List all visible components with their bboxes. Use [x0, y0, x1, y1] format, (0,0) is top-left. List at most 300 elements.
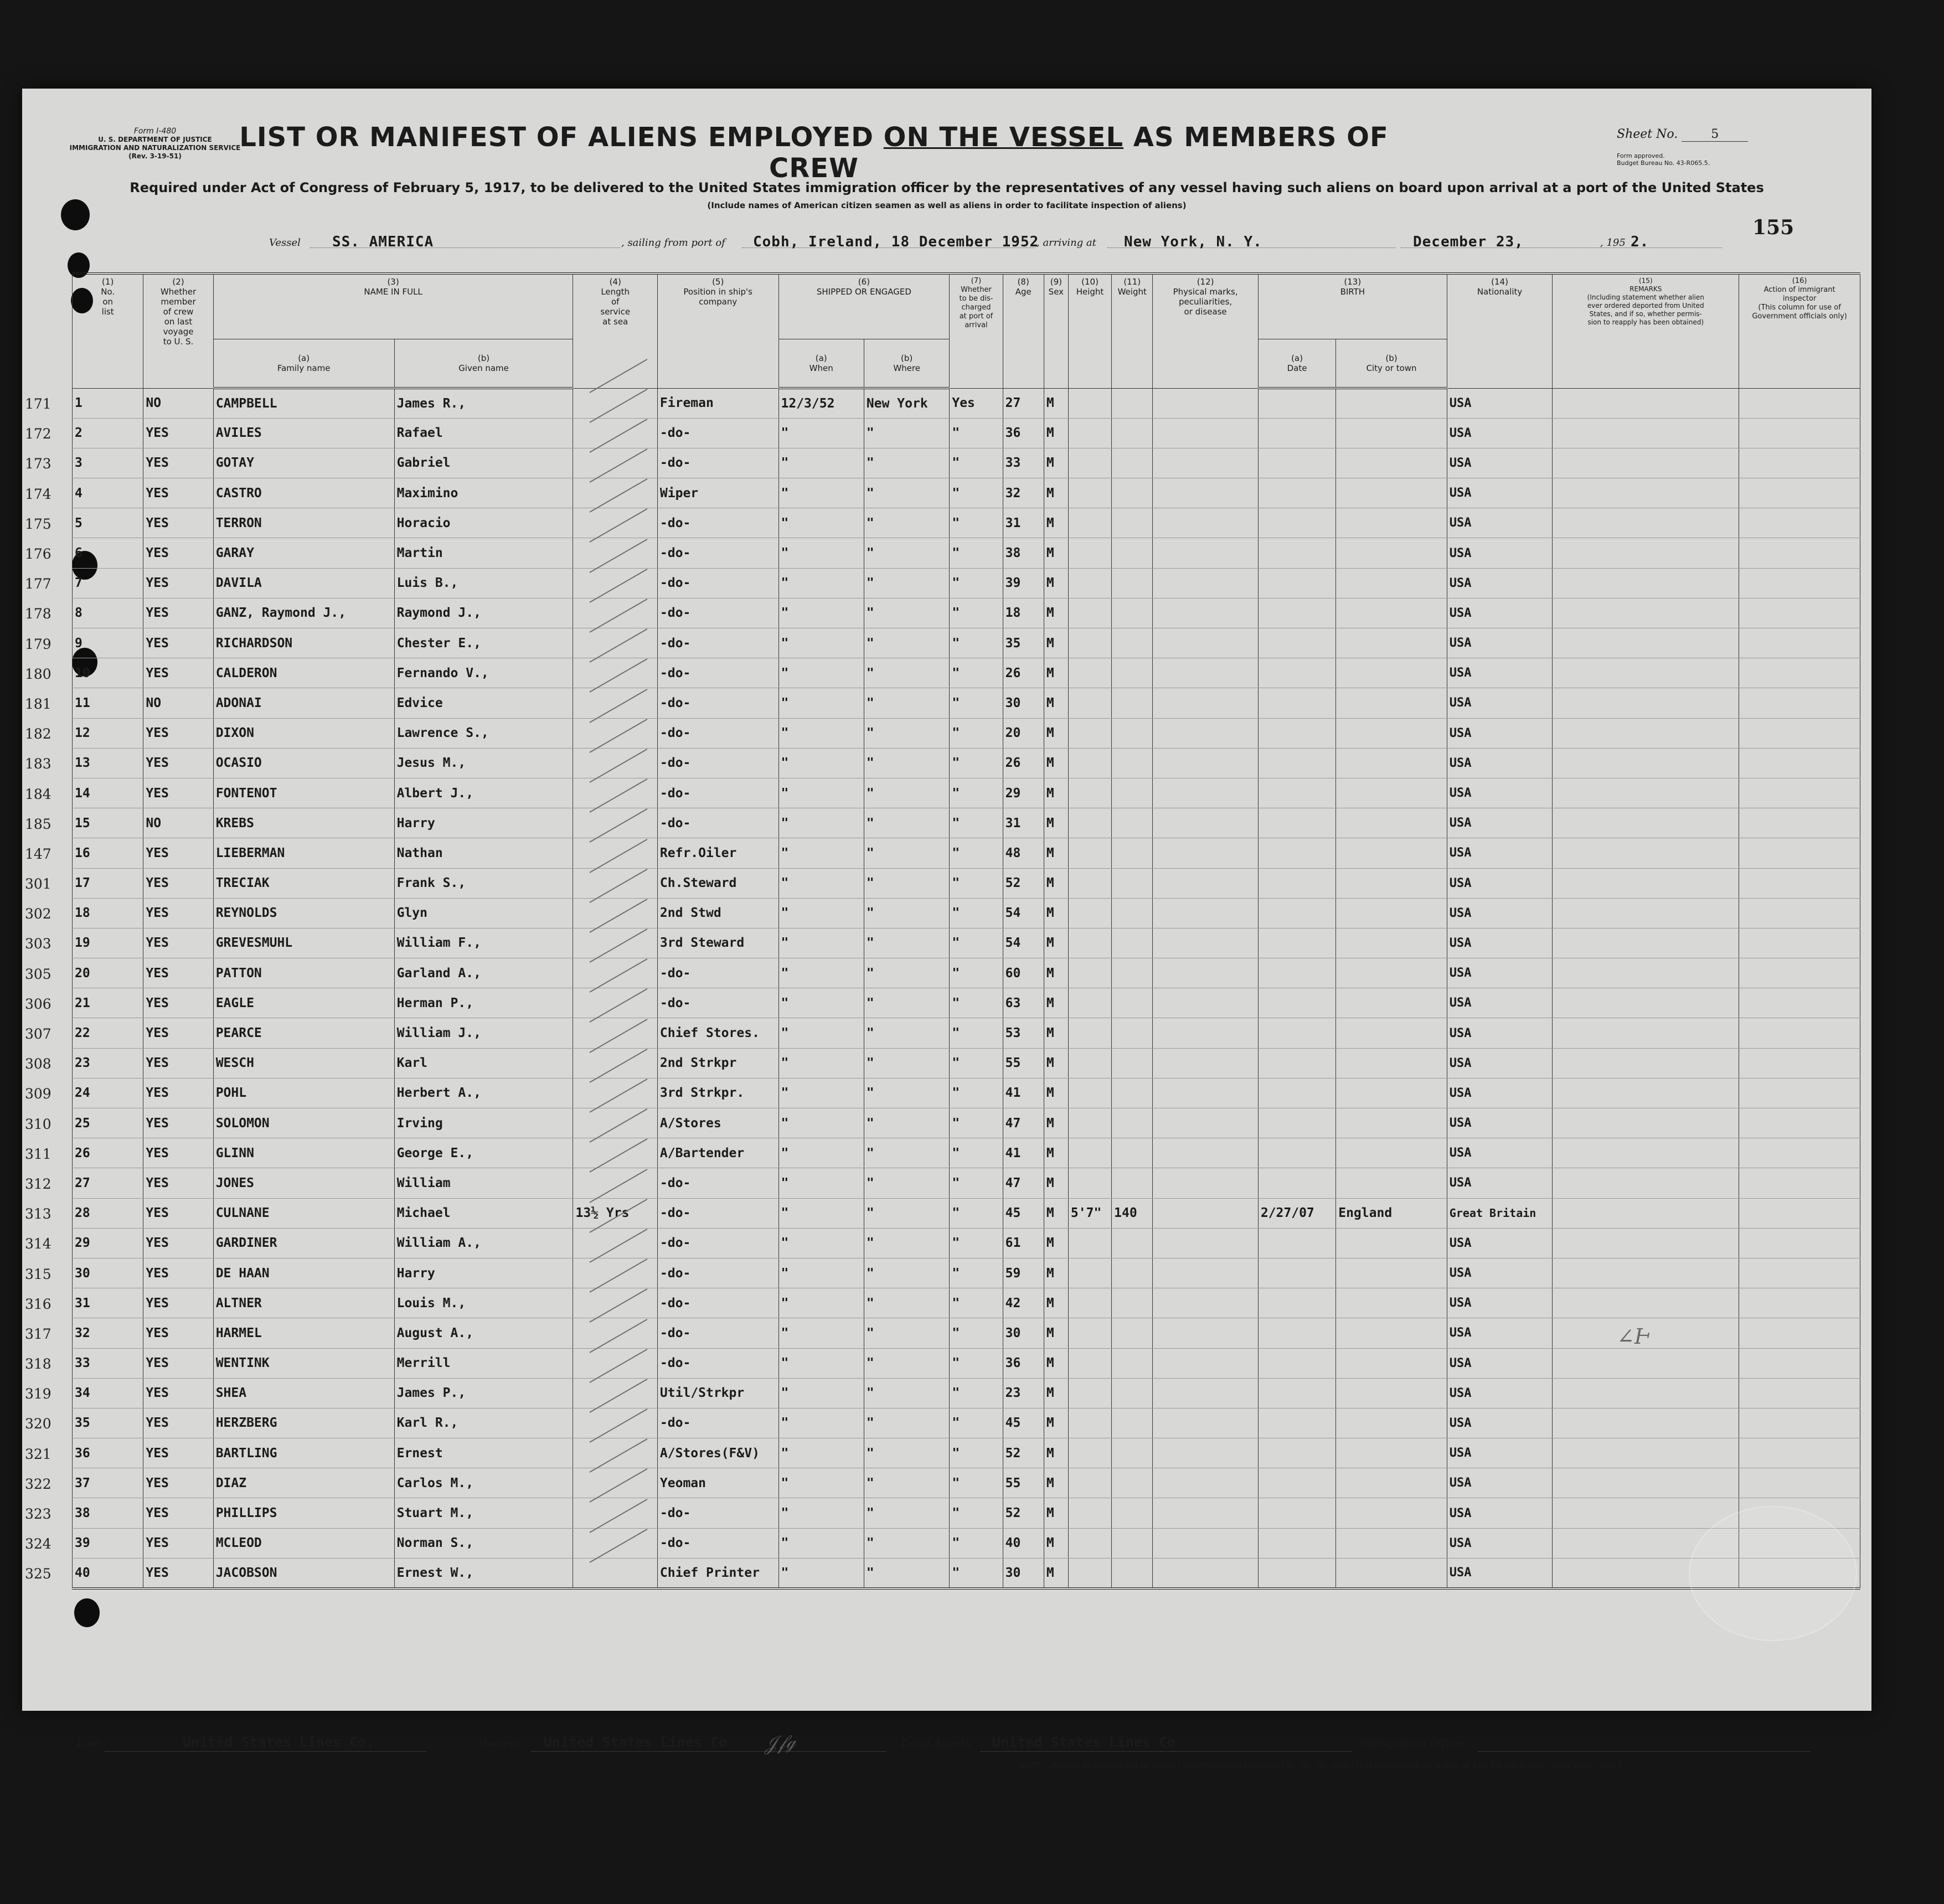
- cell-weight: [1112, 1078, 1153, 1108]
- cell-btown: England: [1336, 1198, 1447, 1228]
- cell-position: -do-: [657, 1198, 778, 1228]
- cell-btown: [1336, 508, 1447, 538]
- cell-physical: [1153, 418, 1259, 448]
- cell-where: ": [864, 1318, 949, 1348]
- cell-member: YES: [143, 868, 213, 898]
- table-row: [73, 1288, 1860, 1318]
- handwritten-list-number: 310: [25, 1116, 51, 1132]
- cell-family: RICHARDSON: [213, 628, 394, 658]
- cell-bdate: [1258, 868, 1335, 898]
- cell-age: 47: [1003, 1108, 1044, 1138]
- cell-given: Jesus M.,: [394, 748, 573, 778]
- cell-where: ": [864, 1228, 949, 1258]
- handwritten-list-number: 318: [25, 1356, 51, 1372]
- cell-physical: [1153, 928, 1259, 958]
- cell-discharge: ": [950, 1498, 1003, 1528]
- cell-height: [1068, 988, 1111, 1018]
- cell-height: [1068, 448, 1111, 478]
- cell-remarks: [1553, 1078, 1739, 1108]
- handwritten-list-number: 172: [25, 426, 51, 442]
- cell-service: [573, 898, 657, 928]
- cell-height: [1068, 868, 1111, 898]
- cell-where: ": [864, 1408, 949, 1438]
- table-row: [73, 688, 1860, 718]
- table-row: [73, 748, 1860, 778]
- cell-family: FONTENOT: [213, 778, 394, 808]
- cell-action: [1739, 688, 1860, 718]
- cell-sex: M: [1044, 838, 1068, 868]
- cell-service: [573, 1438, 657, 1468]
- table-row: [73, 1198, 1860, 1228]
- cell-service: [573, 658, 657, 688]
- cell-height: [1068, 1228, 1111, 1258]
- cell-age: 53: [1003, 1018, 1044, 1048]
- cell-discharge: ": [950, 508, 1003, 538]
- cell-when: ": [778, 538, 864, 568]
- cell-remarks: [1553, 658, 1739, 688]
- cell-discharge: ": [950, 1288, 1003, 1318]
- cell-where: ": [864, 1138, 949, 1168]
- cell-remarks: [1553, 958, 1739, 988]
- cell-action: [1739, 838, 1860, 868]
- cell-bdate: [1258, 448, 1335, 478]
- cell-bdate: [1258, 1438, 1335, 1468]
- cell-bdate: [1258, 988, 1335, 1018]
- cell-nationality: USA: [1447, 1348, 1553, 1378]
- cell-member: YES: [143, 508, 213, 538]
- cell-physical: [1153, 958, 1259, 988]
- cell-remarks: [1553, 1258, 1739, 1288]
- cell-nationality: USA: [1447, 1228, 1553, 1258]
- cell-position: Fireman: [657, 388, 778, 418]
- cell-height: [1068, 1378, 1111, 1408]
- form-revision: (Rev. 3-19-51): [128, 152, 182, 160]
- cell-position: -do-: [657, 628, 778, 658]
- cell-no: 320 35: [73, 1408, 143, 1438]
- cell-member: YES: [143, 418, 213, 448]
- punch-hole-1: [61, 199, 90, 230]
- cell-position: -do-: [657, 1168, 778, 1198]
- cell-height: [1068, 628, 1111, 658]
- cell-discharge: ": [950, 1258, 1003, 1288]
- cell-given: Edvice: [394, 688, 573, 718]
- punch-hole-6: [74, 1598, 100, 1627]
- cell-where: ": [864, 1558, 949, 1588]
- col-header-discharge: (7) Whether to be dis- charged at port of arrival: [950, 274, 1003, 388]
- cell-age: 30: [1003, 688, 1044, 718]
- cell-sex: M: [1044, 748, 1068, 778]
- table-row: [73, 1378, 1860, 1408]
- cell-weight: [1112, 1528, 1153, 1558]
- cell-bdate: [1258, 568, 1335, 598]
- cell-family: BARTLING: [213, 1438, 394, 1468]
- cell-nationality: USA: [1447, 1378, 1553, 1408]
- cell-age: 52: [1003, 1438, 1044, 1468]
- cell-where: ": [864, 1468, 949, 1498]
- cell-where: ": [864, 478, 949, 508]
- cell-sex: M: [1044, 598, 1068, 628]
- cell-physical: [1153, 838, 1259, 868]
- cell-physical: [1153, 598, 1259, 628]
- cell-btown: [1336, 1168, 1447, 1198]
- handwritten-list-number: 320: [25, 1416, 51, 1432]
- cell-remarks: [1553, 838, 1739, 868]
- cell-service: [573, 928, 657, 958]
- cell-given: Nathan: [394, 838, 573, 868]
- cell-remarks: [1553, 898, 1739, 928]
- table-row: [73, 538, 1860, 568]
- cell-given: Stuart M.,: [394, 1498, 573, 1528]
- cell-physical: [1153, 508, 1259, 538]
- cell-position: Chief Stores.: [657, 1018, 778, 1048]
- cell-nationality: USA: [1447, 628, 1553, 658]
- cell-weight: [1112, 1168, 1153, 1198]
- handwritten-list-number: 315: [25, 1266, 51, 1282]
- sheet-number: Sheet No. 5: [1617, 127, 1748, 142]
- col-header-family-name: (a) Family name: [213, 339, 394, 389]
- cell-physical: [1153, 1168, 1259, 1198]
- cell-height: [1068, 1528, 1111, 1558]
- cell-age: 47: [1003, 1168, 1044, 1198]
- handwritten-list-number: 309: [25, 1086, 51, 1102]
- cell-action: [1739, 1438, 1860, 1468]
- cell-bdate: [1258, 1348, 1335, 1378]
- cell-nationality: USA: [1447, 868, 1553, 898]
- cell-member: YES: [143, 1408, 213, 1438]
- cell-no: 303 19: [73, 928, 143, 958]
- cell-when: ": [778, 1378, 864, 1408]
- cell-when: ": [778, 568, 864, 598]
- cell-weight: [1112, 388, 1153, 418]
- cell-height: [1068, 1108, 1111, 1138]
- cell-sex: M: [1044, 1288, 1068, 1318]
- cell-where: ": [864, 1048, 949, 1078]
- handwritten-list-number: 147: [25, 845, 51, 862]
- cell-when: ": [778, 688, 864, 718]
- cell-discharge: ": [950, 1078, 1003, 1108]
- cell-given: Luis B.,: [394, 568, 573, 598]
- cell-weight: [1112, 478, 1153, 508]
- table-row: [73, 1108, 1860, 1138]
- handwritten-list-number: 303: [25, 936, 51, 952]
- cell-btown: [1336, 418, 1447, 448]
- cell-btown: [1336, 1048, 1447, 1078]
- cell-sex: M: [1044, 1318, 1068, 1348]
- handwritten-list-number: 184: [25, 786, 51, 802]
- cell-sex: M: [1044, 1558, 1068, 1588]
- cell-family: SOLOMON: [213, 1108, 394, 1138]
- cell-where: New York: [864, 388, 949, 418]
- cell-where: ": [864, 958, 949, 988]
- cell-when: ": [778, 478, 864, 508]
- cell-weight: [1112, 778, 1153, 808]
- cell-nationality: USA: [1447, 1048, 1553, 1078]
- cell-bdate: [1258, 1168, 1335, 1198]
- cell-family: GOTAY: [213, 448, 394, 478]
- cell-remarks: [1553, 1438, 1739, 1468]
- cell-where: ": [864, 1108, 949, 1138]
- cell-service: [573, 1048, 657, 1078]
- cell-height: [1068, 778, 1111, 808]
- cell-nationality: USA: [1447, 538, 1553, 568]
- cell-age: 30: [1003, 1318, 1044, 1348]
- cell-btown: [1336, 898, 1447, 928]
- cell-member: YES: [143, 478, 213, 508]
- cell-nationality: USA: [1447, 688, 1553, 718]
- cell-remarks: [1553, 1408, 1739, 1438]
- cell-no: 172 2: [73, 418, 143, 448]
- cell-position: -do-: [657, 598, 778, 628]
- col-header-length-of-service: (4) Length of service at sea: [573, 274, 657, 388]
- cell-height: [1068, 1558, 1111, 1588]
- cell-no: 322 37: [73, 1468, 143, 1498]
- table-row: [73, 928, 1860, 958]
- cell-remarks: [1553, 748, 1739, 778]
- include-note: (Include names of American citizen seamen as well as aliens in order to facilitate inspection of aliens): [707, 200, 1187, 210]
- cell-no: 180 10: [73, 658, 143, 688]
- cell-position: -do-: [657, 1498, 778, 1528]
- handwritten-list-number: 305: [25, 966, 51, 982]
- arrival-year: 2.: [1631, 234, 1649, 250]
- cell-family: EAGLE: [213, 988, 394, 1018]
- cell-nationality: USA: [1447, 928, 1553, 958]
- cell-physical: [1153, 898, 1259, 928]
- cell-age: 48: [1003, 838, 1044, 868]
- cell-service: [573, 568, 657, 598]
- cell-nationality: USA: [1447, 1138, 1553, 1168]
- cell-when: ": [778, 658, 864, 688]
- penalty-note: NOTE.—Failure to furnish full or correct information in columns (3), (5), (6), and (7) is punishable by a fine of $10 for each alien. (See other side.): [1019, 1761, 1622, 1771]
- cell-height: [1068, 538, 1111, 568]
- cell-position: -do-: [657, 958, 778, 988]
- cell-weight: [1112, 748, 1153, 778]
- cell-action: [1739, 718, 1860, 748]
- cell-weight: [1112, 928, 1153, 958]
- handwritten-list-number: 180: [25, 665, 51, 682]
- cell-given: Irving: [394, 1108, 573, 1138]
- cell-member: YES: [143, 718, 213, 748]
- cell-when: ": [778, 1258, 864, 1288]
- form-identification: [55, 127, 255, 161]
- cell-discharge: ": [950, 1018, 1003, 1048]
- cell-action: [1739, 1018, 1860, 1048]
- cell-weight: [1112, 1498, 1153, 1528]
- cell-height: [1068, 1138, 1111, 1168]
- cell-age: 18: [1003, 598, 1044, 628]
- cell-family: GARAY: [213, 538, 394, 568]
- cell-where: ": [864, 418, 949, 448]
- table-row: [73, 1168, 1860, 1198]
- cell-nationality: USA: [1447, 1078, 1553, 1108]
- cell-btown: [1336, 868, 1447, 898]
- cell-no: 301 17: [73, 868, 143, 898]
- cell-discharge: ": [950, 1138, 1003, 1168]
- cell-member: YES: [143, 1468, 213, 1498]
- cell-weight: [1112, 1138, 1153, 1168]
- cell-position: A/Bartender: [657, 1138, 778, 1168]
- cell-given: William A.,: [394, 1228, 573, 1258]
- cell-sex: M: [1044, 1528, 1068, 1558]
- cell-position: -do-: [657, 808, 778, 838]
- cell-btown: [1336, 1018, 1447, 1048]
- cell-age: 45: [1003, 1198, 1044, 1228]
- cell-btown: [1336, 778, 1447, 808]
- cell-sex: M: [1044, 508, 1068, 538]
- cell-family: MCLEOD: [213, 1528, 394, 1558]
- cell-family: ADONAI: [213, 688, 394, 718]
- cell-weight: [1112, 838, 1153, 868]
- cell-where: ": [864, 598, 949, 628]
- cell-discharge: ": [950, 658, 1003, 688]
- table-row: [73, 988, 1860, 1018]
- cell-where: ": [864, 718, 949, 748]
- cell-member: YES: [143, 568, 213, 598]
- cell-given: Merrill: [394, 1348, 573, 1378]
- line-value: United States Lines Co.: [183, 1734, 375, 1750]
- cell-weight: [1112, 808, 1153, 838]
- cell-member: YES: [143, 1228, 213, 1258]
- cell-when: ": [778, 1498, 864, 1528]
- cell-given: Maximino: [394, 478, 573, 508]
- cell-weight: [1112, 1018, 1153, 1048]
- cell-family: HARMEL: [213, 1318, 394, 1348]
- cell-age: 63: [1003, 988, 1044, 1018]
- cell-physical: [1153, 778, 1259, 808]
- cell-service: [573, 988, 657, 1018]
- handwritten-list-number: 321: [25, 1446, 51, 1462]
- cell-remarks: [1553, 988, 1739, 1018]
- cell-given: Lawrence S.,: [394, 718, 573, 748]
- cell-where: ": [864, 1078, 949, 1108]
- cell-position: -do-: [657, 748, 778, 778]
- cell-service: [573, 838, 657, 868]
- cell-given: Rafael: [394, 418, 573, 448]
- cell-service: [573, 1408, 657, 1438]
- col-header-crew-member: (2) Whether member of crew on last voyage to U. S.: [143, 274, 213, 388]
- cell-sex: M: [1044, 1408, 1068, 1438]
- cell-physical: [1153, 1228, 1259, 1258]
- handwritten-list-number: 177: [25, 576, 51, 592]
- cell-height: [1068, 658, 1111, 688]
- cell-when: ": [778, 508, 864, 538]
- cell-age: 40: [1003, 1528, 1044, 1558]
- cell-no: 318 33: [73, 1348, 143, 1378]
- agents-value: United States Lines Co: [992, 1734, 1176, 1750]
- cell-remarks: [1553, 1168, 1739, 1198]
- col-header-nationality: (14) Nationality: [1447, 274, 1553, 388]
- cell-family: CASTRO: [213, 478, 394, 508]
- cell-remarks: [1553, 628, 1739, 658]
- cell-position: -do-: [657, 1318, 778, 1348]
- cell-discharge: ": [950, 958, 1003, 988]
- cell-age: 55: [1003, 1468, 1044, 1498]
- cell-weight: [1112, 508, 1153, 538]
- cell-no: 319 34: [73, 1378, 143, 1408]
- cell-action: [1739, 988, 1860, 1018]
- cell-btown: [1336, 658, 1447, 688]
- cell-remarks: [1553, 1288, 1739, 1318]
- cell-weight: [1112, 1438, 1153, 1468]
- cell-age: 59: [1003, 1258, 1044, 1288]
- cell-nationality: USA: [1447, 388, 1553, 418]
- cell-family: CULNANE: [213, 1198, 394, 1228]
- cell-service: [573, 1558, 657, 1588]
- cell-where: ": [864, 1018, 949, 1048]
- cell-position: -do-: [657, 1348, 778, 1378]
- handwritten-list-number: 176: [25, 546, 51, 563]
- cell-height: [1068, 1318, 1111, 1348]
- handwritten-list-number: 175: [25, 515, 51, 532]
- cell-given: James P.,: [394, 1378, 573, 1408]
- table-row: [73, 1138, 1860, 1168]
- cell-bdate: [1258, 1228, 1335, 1258]
- handwritten-list-number: 185: [25, 816, 51, 832]
- cell-height: [1068, 568, 1111, 598]
- handwritten-list-number: 313: [25, 1206, 51, 1222]
- table-row: [73, 1228, 1860, 1258]
- cell-height: [1068, 838, 1111, 868]
- table-row: [73, 1528, 1860, 1558]
- cell-sex: M: [1044, 988, 1068, 1018]
- cell-btown: [1336, 388, 1447, 418]
- table-row: [73, 778, 1860, 808]
- cell-nationality: USA: [1447, 898, 1553, 928]
- cell-no: 310 25: [73, 1108, 143, 1138]
- cell-weight: [1112, 1378, 1153, 1408]
- cell-service: [573, 1078, 657, 1108]
- cell-nationality: USA: [1447, 958, 1553, 988]
- cell-nationality: USA: [1447, 1438, 1553, 1468]
- cell-given: Albert J.,: [394, 778, 573, 808]
- cell-discharge: ": [950, 1558, 1003, 1588]
- cell-no: 177 7: [73, 568, 143, 598]
- cell-position: -do-: [657, 1408, 778, 1438]
- cell-where: ": [864, 1438, 949, 1468]
- cell-service: [573, 1138, 657, 1168]
- cell-physical: [1153, 1108, 1259, 1138]
- cell-age: 41: [1003, 1138, 1044, 1168]
- cell-when: ": [778, 1558, 864, 1588]
- cell-service: [573, 1018, 657, 1048]
- cell-remarks: [1553, 448, 1739, 478]
- cell-service: [573, 1168, 657, 1198]
- cell-family: GLINN: [213, 1138, 394, 1168]
- cell-bdate: [1258, 1078, 1335, 1108]
- cell-member: YES: [143, 1078, 213, 1108]
- cell-discharge: ": [950, 778, 1003, 808]
- cell-weight: [1112, 868, 1153, 898]
- cell-where: ": [864, 778, 949, 808]
- cell-discharge: ": [950, 838, 1003, 868]
- col-header-given-name: (b) Given name: [394, 339, 573, 389]
- cell-family: KREBS: [213, 808, 394, 838]
- cell-service: [573, 628, 657, 658]
- cell-no: 178 8: [73, 598, 143, 628]
- cell-service: [573, 1258, 657, 1288]
- handwritten-list-number: 314: [25, 1236, 51, 1252]
- cell-family: PEARCE: [213, 1018, 394, 1048]
- cell-family: DIXON: [213, 718, 394, 748]
- owners-value: United States Lines Co: [544, 1734, 728, 1750]
- col-header-physical-marks: (12) Physical marks, peculiarities, or disease: [1153, 274, 1259, 388]
- table-row: [73, 808, 1860, 838]
- cell-where: ": [864, 988, 949, 1018]
- cell-member: YES: [143, 958, 213, 988]
- cell-remarks: [1553, 1228, 1739, 1258]
- cell-no: 325 40: [73, 1558, 143, 1588]
- cell-when: ": [778, 1348, 864, 1378]
- cell-given: James R.,: [394, 388, 573, 418]
